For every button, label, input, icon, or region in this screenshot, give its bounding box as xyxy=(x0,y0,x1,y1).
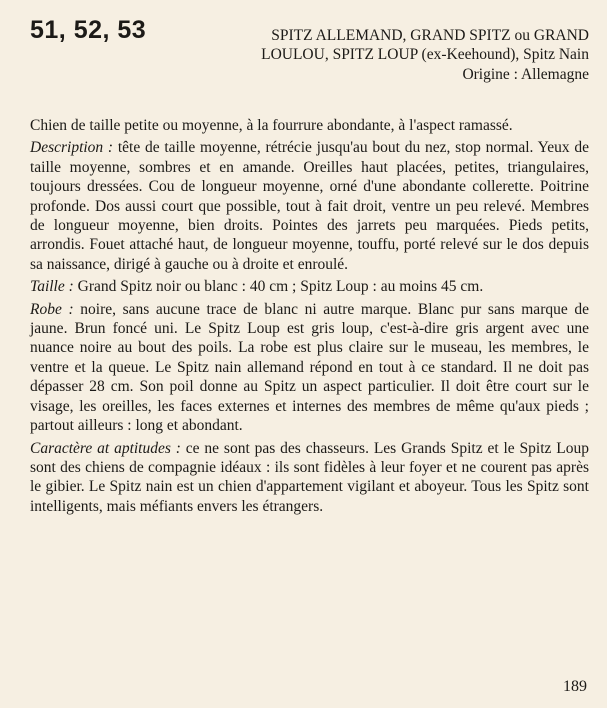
taille-label: Taille : xyxy=(30,278,74,296)
taille-text: Grand Spitz noir ou blanc : 40 cm ; Spitz Loup : au moins 45 cm. xyxy=(73,278,484,296)
robe-paragraph xyxy=(30,300,589,436)
taille-paragraph xyxy=(30,277,589,296)
entry-header xyxy=(30,14,589,114)
page-number: 189 xyxy=(563,678,587,695)
caractere-paragraph xyxy=(30,439,589,517)
breed-names xyxy=(149,26,589,64)
caractere-label: Caractère at aptitudes : xyxy=(30,439,181,457)
caractere-text: ce ne sont pas des chasseurs. Les Grands Spitz et le Spitz Loup sont des chiens de compagnie idéaux : ils sont fidèles à leur foyer et ne courent pas après le gibier. Le Spitz nain est un chien d'appartement vigilant et aboyeur. Tous les Spitz sont intelligents, mais méfiants envers les étrangers. xyxy=(30,439,589,515)
robe-label: Robe : xyxy=(30,300,74,318)
intro-paragraph: Chien de taille petite ou moyenne, à la fourrure abondante, à l'aspect ramassé. xyxy=(30,117,513,134)
description-text: tête de taille moyenne, rétrécie jusqu'au bout du nez, stop normal. Yeux de taille moyenne, sombres et en amande. Oreilles haut placées, petites, triangulaires, toujours dressées. Cou de longueur moyenne, orné d'une abondante collerette. Poitrine profonde. Dos aussi court que possible, tout à fait droit, ventre un peu relevé. Membres de longueur moyenne, bien droits. Pointes des jarrets peu marquées. Pieds petits, arrondis. Fouet attaché haut, de longueur moyenne, touffu, porté relevé sur le dos depuis sa naissance, dirigé à gauche ou à droite et enroulé. xyxy=(30,139,589,273)
description-paragraph xyxy=(30,138,589,274)
breed-names-line-2: LOULOU, SPITZ LOUP (ex-Keehound), Spitz Nain xyxy=(261,46,589,63)
breed-numbers: 51, 52, 53 xyxy=(30,16,147,44)
description-label: Description : xyxy=(30,139,114,157)
robe-text: noire, sans aucune trace de blanc ni autre marque. Blanc pur sans marque de jaune. Brun foncé uni. Le Spitz Loup est gris loup, c'est-à-dire gris argent avec une nuance noire au bout des poils. La robe est plus claire sur le museau, les membres, le ventre et la queue. Le Spitz nain allemand répond en tout à ce standard. Il ne doit pas dépasser 28 cm. Son poil donne au Spitz un aspect particulier. Il doit être court sur le visage, les oreilles, les faces externes et internes des membres de même qu'aux pieds ; partout ailleurs : long et abondant. xyxy=(30,300,589,435)
entry-body xyxy=(30,116,589,519)
origin: Origine : Allemagne xyxy=(462,66,589,83)
breed-names-line-1: SPITZ ALLEMAND, GRAND SPITZ ou GRAND xyxy=(271,27,589,44)
